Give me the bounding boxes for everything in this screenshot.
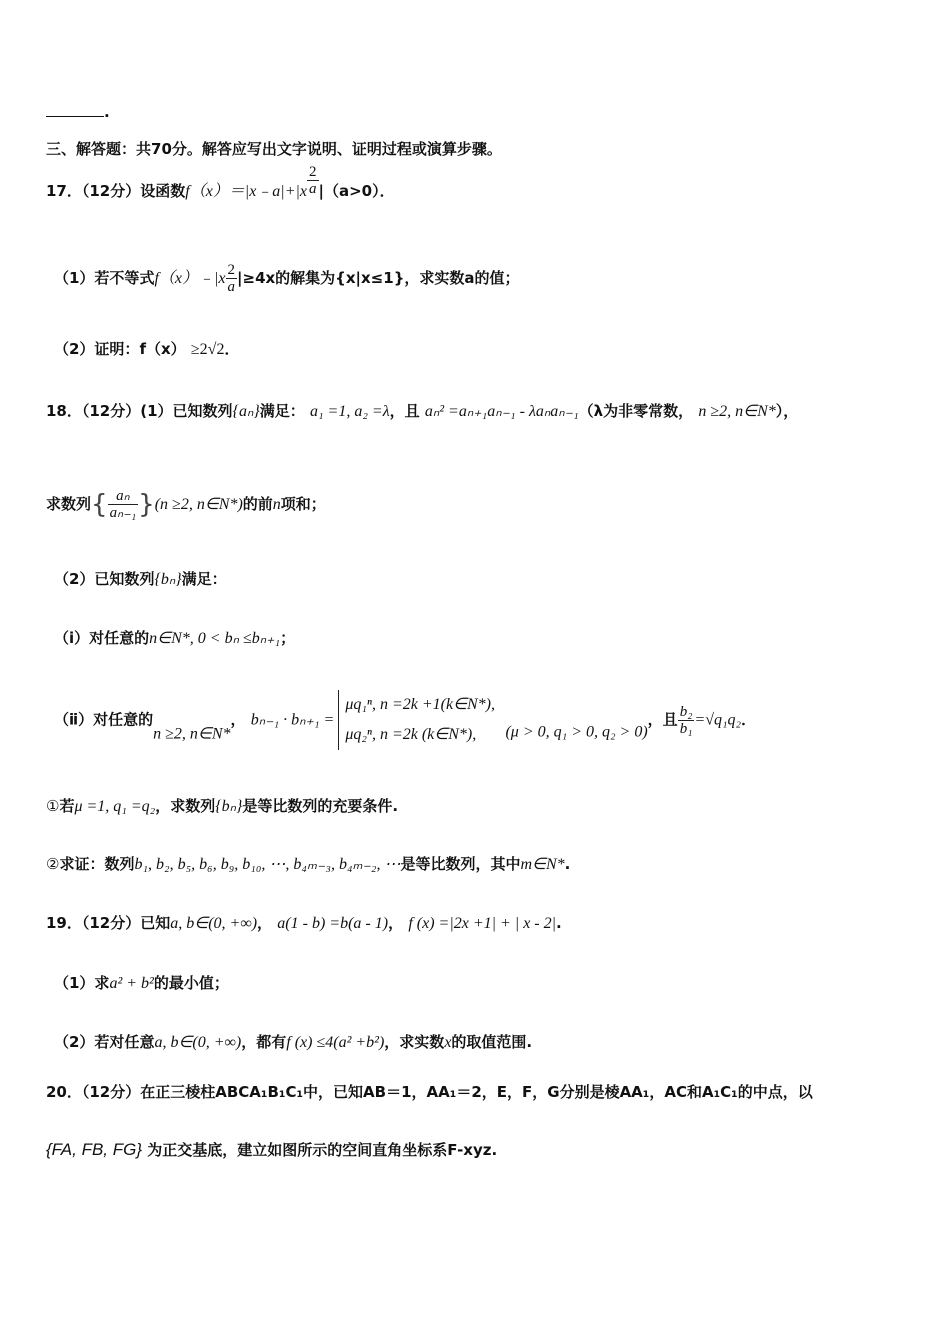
q19-stem: 19．（12分）已知a, b∈(0, +∞)， a(1 - b) =b(a - 1)， f (x) =|2x +1| + | x - 2|. xyxy=(46,914,562,932)
q18-task: 求数列{ $\frac{\text{aₙ}}{\text{aₙ₋₁}}$ }(n ≥2, n∈N*)的前n项和； xyxy=(46,488,326,521)
q18-ii-fraction: $\frac{\text{b₂}}{\text{b₁}}$ xyxy=(679,703,693,737)
q19-part1: （1）求a² + b²的最小值； xyxy=(54,974,229,992)
blank-period: . xyxy=(104,103,110,121)
q18-seq-a: {aₙ} xyxy=(232,403,260,420)
q17-part2: （2）证明：f（x） ≥2√2． xyxy=(54,340,240,358)
q17-part2-math: ≥2√2 xyxy=(190,341,225,358)
answer-blank xyxy=(46,108,104,117)
q17-part1-fraction: $\frac{2}{a}$ xyxy=(227,262,236,295)
q18-part2: （2）已知数列{bₙ}满足： xyxy=(54,570,227,588)
q19-part2: （2）若对任意a, b∈(0, +∞)，都有f (x) ≤4(a² +b²)，求实数x的取值范围. xyxy=(54,1033,533,1051)
q17-stem: 17．（12分）设函数f（x）＝|x﹣a|+|x $\frac{2}{a}$ |（a>0）． xyxy=(46,164,395,200)
answer-blank-line xyxy=(46,103,910,121)
right-brace: } xyxy=(138,489,155,520)
q18-task-fraction: $\frac{\text{aₙ}}{\text{aₙ₋₁}}$ xyxy=(109,488,137,521)
q18-claim2: ②求证：数列b₁, b₂, b₅, b₆, b₉, b₁₀, ⋯, b₄ₘ₋₃, b₄ₘ₋₂, ⋯是等比数列，其中m∈N*. xyxy=(46,855,571,873)
q18-stem: 18．（12分）(1）已知数列{aₙ}满足： a₁ =1, a₂ =λ，且 aₙ² =aₙ₊₁aₙ₋₁ - λaₙaₙ₋₁（λ为非零常数， n ≥2, n∈N*）， xyxy=(46,402,799,420)
q20-basis-line: {FA, FB, FG} 为正交基底，建立如图所示的空间直角坐标系F-xyz. xyxy=(46,1140,498,1159)
q17-func: f（x）＝|x﹣a|+|x xyxy=(185,183,307,200)
piecewise-cases: μq₁ⁿ, n =2k +1(k∈N*), μq₂ⁿ, n =2k (k∈N*), xyxy=(338,690,495,750)
q20-stem: 20．（12分）在正三棱柱ABCA₁B₁C₁中，已知AB＝1，AA₁＝2，E，F，G分别是棱AA₁，AC和A₁C₁的中点，以 xyxy=(46,1083,813,1101)
left-brace: { xyxy=(91,489,108,520)
q17-part1: （1）若不等式f（x）﹣|x $\frac{2}{a}$ |≥4x的解集为{x|x≤1}，求实数a的值； xyxy=(54,262,520,295)
q18-cond-i: （ⅰ）对任意的n∈N*, 0 < bₙ ≤bₙ₊₁； xyxy=(54,629,296,647)
section-title: 三、解答题：共70分。解答应写出文字说明、证明过程或演算步骤。 xyxy=(46,140,502,158)
q18-seq-b: {bₙ} xyxy=(154,571,182,588)
q18-claim1: ①若μ =1, q₁ =q₂，求数列{bₙ}是等比数列的充要条件. xyxy=(46,797,399,815)
q18-cond-ii: （ⅱ）对任意的n ≥2, n∈N*， bₙ₋₁ · bₙ₊₁ = μq₁ⁿ, n =2k +1(k∈N*), μq₂ⁿ, n =2k (k∈N*), (μ > 0, q₁ > 0, q₂ > 0)，且 $\frac{\text{b₂}}{\text{b₁}}$ =√q₁q₂． xyxy=(54,690,910,750)
q20-basis: {FA, FB, FG} xyxy=(46,1140,143,1159)
q17-fraction: $\frac{2}{a}$ xyxy=(309,164,317,197)
